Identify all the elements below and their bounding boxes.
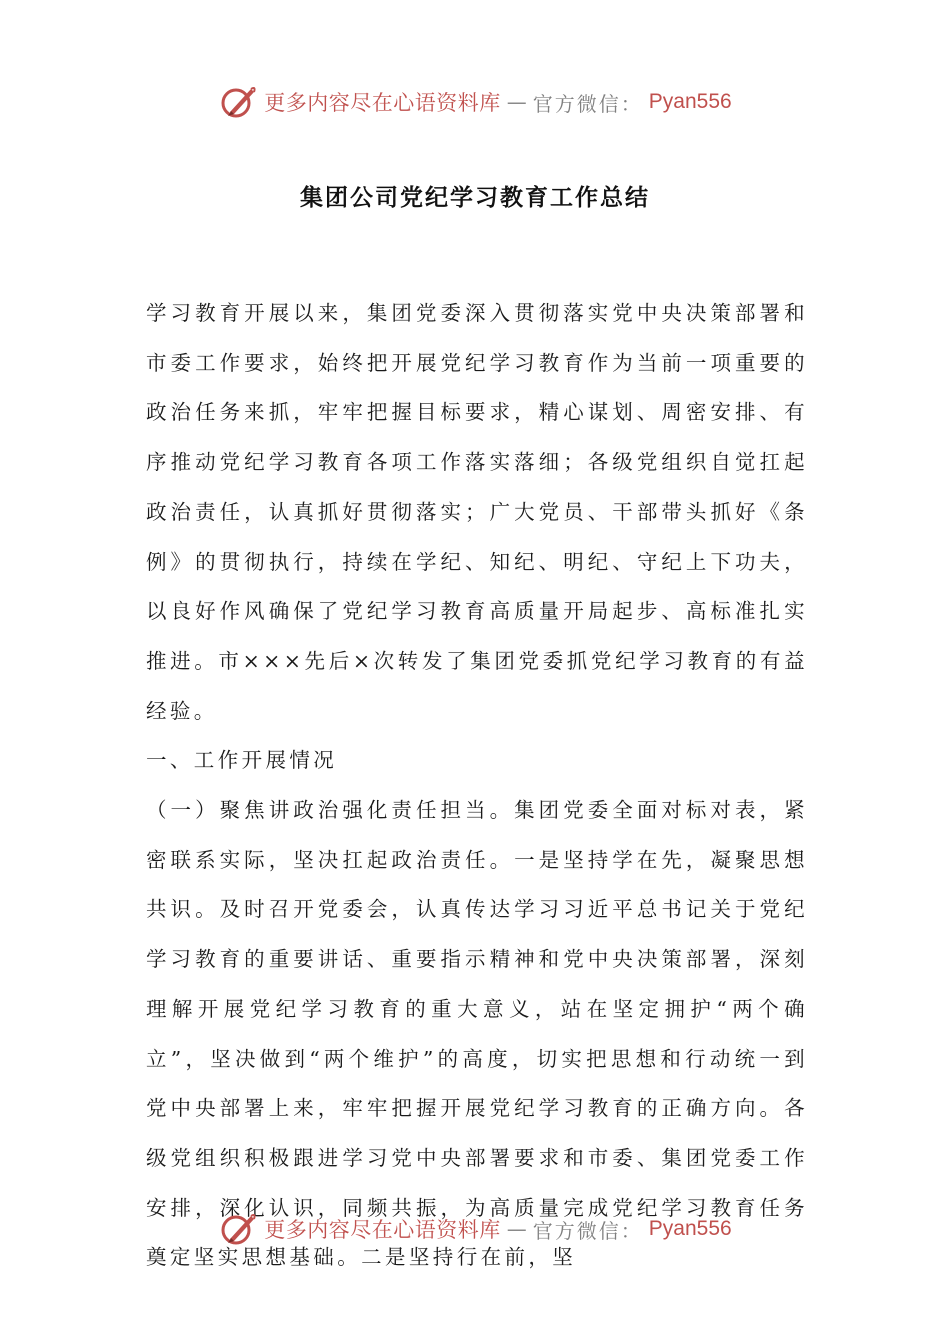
quill-logo-icon xyxy=(218,1209,258,1249)
header-banner xyxy=(0,80,950,124)
section-heading: 一、工作开展情况 xyxy=(146,748,338,773)
banner-dash: — xyxy=(506,90,527,114)
footer-banner xyxy=(0,1207,950,1251)
banner-wechat-label: 官方微信： xyxy=(532,1218,643,1243)
banner-text: 更多内容尽在心语资料库 xyxy=(264,91,501,115)
document-body xyxy=(146,289,808,1283)
banner-wechat-label: 官方微信： xyxy=(532,91,643,116)
paragraph-section-1: （一）聚焦讲政治强化责任担当。集团党委全面对标对表，紧密联系实际，坚决扛起政治责任。一是坚持学在先，凝聚思想共识。及时召开党委会，认真传达学习习近平总书记关于党纪学习教育的重要讲话、重要指示精神和党中央决策部署，深刻理解开展党纪学习教育的重大意义，站在坚定拥护“两个确立”，坚决做到“两个维护”的高度，切实把思想和行动统一到党中央部署上来，牢牢把握开展党纪学习教育的正确方向。各级党组织积极跟进学习党中央部署要求和市委、集团党委工作安排，深化认识，同频共振，为高质量完成党纪学习教育任务奠定坚实思想基础。二是坚持行在前，坚 xyxy=(146,798,808,1270)
banner-dash: — xyxy=(506,1217,527,1241)
quill-logo-icon xyxy=(218,82,258,122)
banner-text: 更多内容尽在心语资料库 xyxy=(264,1218,501,1242)
banner-wechat-id: Pyan556 xyxy=(648,1217,732,1240)
banner-wechat-id: Pyan556 xyxy=(648,90,732,113)
document-title: 集团公司党纪学习教育工作总结 xyxy=(300,185,650,211)
paragraph-intro: 学习教育开展以来，集团党委深入贯彻落实党中央决策部署和市委工作要求，始终把开展党纪学习教育作为当前一项重要的政治任务来抓，牢牢把握目标要求，精心谋划、周密安排、有序推动党纪学习教育各项工作落实落细；各级党组织自觉扛起政治责任，认真抓好贯彻落实；广大党员、干部带头抓好《条例》的贯彻执行，持续在学纪、知纪、明纪、守纪上下功夫，以良好作风确保了党纪学习教育高质量开局起步、高标准扎实推进。市×××先后×次转发了集团党委抓党纪学习教育的有益经验。 xyxy=(146,301,808,723)
